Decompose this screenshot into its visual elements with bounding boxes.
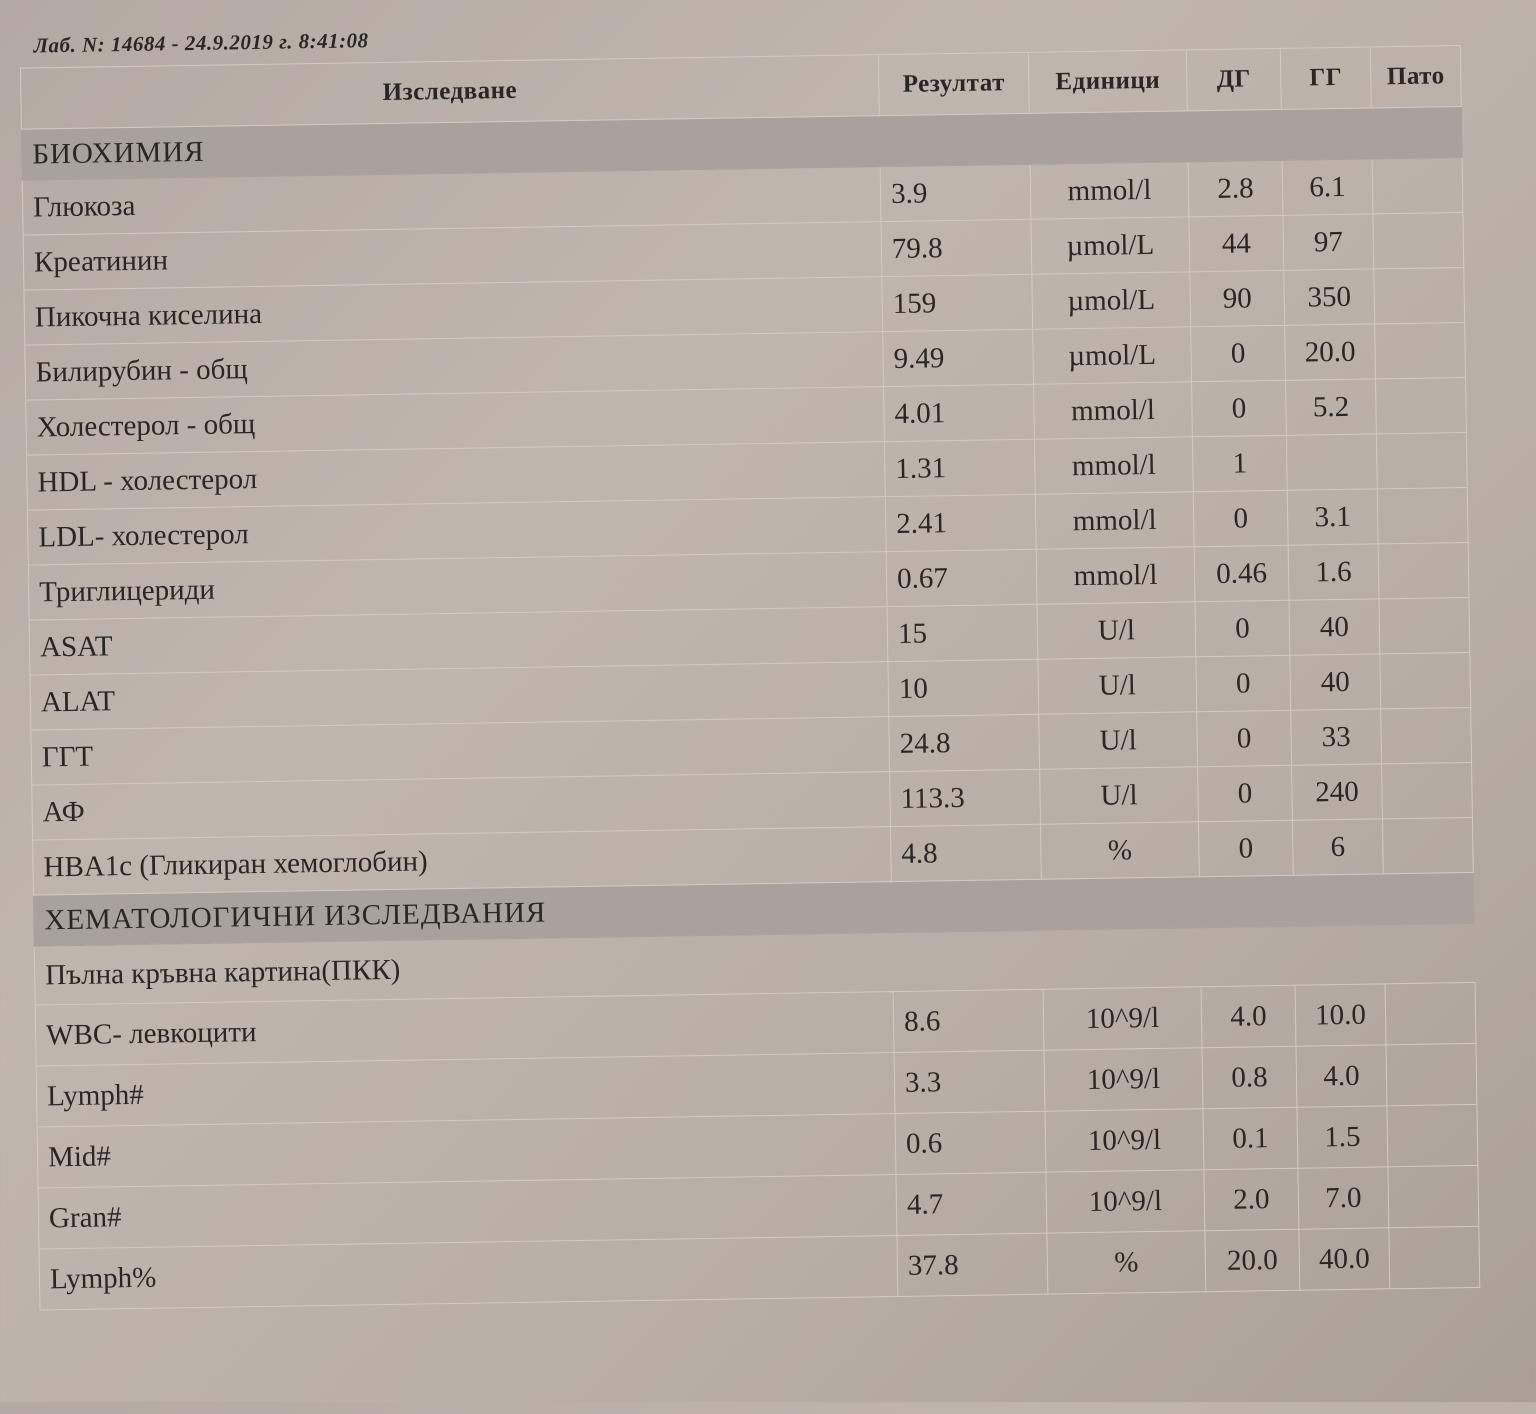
- unit-value: 10^9/l: [1046, 1170, 1205, 1233]
- patho-flag: [1380, 652, 1471, 708]
- unit-value: µmol/L: [1033, 327, 1192, 384]
- patho-flag: [1377, 487, 1468, 543]
- lower-limit: 2.8: [1188, 160, 1283, 216]
- test-name: Креатинин: [23, 222, 882, 290]
- test-name: Глюкоза: [22, 167, 881, 235]
- lower-limit: 0.1: [1203, 1107, 1298, 1169]
- section-title: БИОХИМИЯ: [21, 107, 1462, 181]
- lower-limit: 0: [1191, 325, 1286, 381]
- test-name: LDL- холестерол: [27, 497, 886, 565]
- lower-limit: 0: [1192, 380, 1287, 436]
- test-name: Lymph%: [39, 1236, 898, 1310]
- upper-limit: 4.0: [1296, 1045, 1387, 1107]
- patho-flag: [1382, 762, 1473, 818]
- unit-value: U/l: [1039, 712, 1198, 769]
- result-value: 0.6: [895, 1111, 1046, 1174]
- result-value: 24.8: [889, 714, 1040, 771]
- test-name: Gran#: [38, 1175, 897, 1249]
- upper-limit: 40.0: [1299, 1228, 1390, 1290]
- lower-limit: 0.8: [1202, 1046, 1297, 1108]
- result-value: 2.41: [885, 494, 1036, 551]
- table-body: [21, 107, 1479, 1310]
- upper-limit: 97: [1283, 214, 1374, 270]
- result-value: 79.8: [881, 219, 1032, 276]
- patho-flag: [1379, 597, 1470, 653]
- lower-limit: 4.0: [1201, 985, 1296, 1047]
- unit-value: %: [1040, 822, 1199, 879]
- upper-limit: 1.5: [1297, 1106, 1388, 1168]
- lower-limit: 0: [1196, 655, 1291, 711]
- patho-flag: [1374, 268, 1465, 324]
- result-value: 0.67: [886, 549, 1037, 606]
- upper-limit: 6: [1292, 819, 1383, 875]
- patho-flag: [1376, 432, 1467, 488]
- patho-flag: [1376, 378, 1467, 434]
- lower-limit: 0: [1195, 600, 1290, 656]
- patho-flag: [1389, 1226, 1480, 1288]
- upper-limit: 6.1: [1282, 159, 1373, 215]
- lower-limit: 0: [1197, 710, 1292, 766]
- unit-value: mmol/l: [1030, 162, 1189, 219]
- test-name: АФ: [32, 772, 891, 840]
- lower-limit: 90: [1190, 270, 1285, 326]
- test-name: Триглицериди: [28, 552, 887, 620]
- test-name: HDL - холестерол: [27, 442, 886, 510]
- header-units: Единици: [1028, 50, 1187, 113]
- test-name: ALAT: [30, 662, 889, 730]
- lab-number-date: Лаб. N: 14684 - 24.9.2019 г. 8:41:08: [33, 28, 369, 58]
- result-value: 3.9: [880, 164, 1031, 221]
- unit-value: mmol/l: [1035, 492, 1194, 549]
- unit-value: mmol/l: [1036, 547, 1195, 604]
- patho-flag: [1375, 323, 1466, 379]
- upper-limit: 40: [1289, 599, 1380, 655]
- unit-value: mmol/l: [1034, 437, 1193, 494]
- patho-flag: [1388, 1165, 1479, 1227]
- lower-limit: 1: [1192, 435, 1287, 491]
- patho-flag: [1373, 213, 1464, 269]
- lower-limit: 0.46: [1194, 545, 1289, 601]
- unit-value: U/l: [1037, 602, 1196, 659]
- upper-limit: 3.1: [1287, 489, 1378, 545]
- unit-value: µmol/L: [1031, 217, 1190, 274]
- unit-value: 10^9/l: [1043, 987, 1202, 1050]
- upper-limit: 33: [1291, 709, 1382, 765]
- upper-limit: 7.0: [1298, 1167, 1389, 1229]
- result-value: 4.01: [884, 384, 1035, 441]
- unit-value: 10^9/l: [1045, 1109, 1204, 1172]
- unit-value: U/l: [1038, 657, 1197, 714]
- upper-limit: 350: [1284, 269, 1375, 325]
- section-title: ХЕМАТОЛОГИЧНИ ИЗСЛЕДВАНИЯ: [33, 872, 1474, 946]
- patho-flag: [1372, 158, 1463, 214]
- upper-limit: 5.2: [1286, 379, 1377, 435]
- patho-flag: [1378, 542, 1469, 598]
- result-value: 1.31: [884, 439, 1035, 496]
- test-name: HBA1c (Гликиран хемоглобин): [33, 827, 892, 895]
- test-name: Пикочна киселина: [24, 277, 883, 345]
- header-upper-limit: ГГ: [1280, 47, 1371, 109]
- test-name: Mid#: [37, 1114, 896, 1188]
- header-test: Изследване: [20, 55, 879, 129]
- result-value: 113.3: [890, 769, 1041, 826]
- result-value: 159: [882, 274, 1033, 331]
- patho-flag: [1385, 982, 1476, 1044]
- result-value: 9.49: [883, 329, 1034, 386]
- lower-limit: 0: [1198, 820, 1293, 876]
- subheading-label: Пълна кръвна картина(ПКК): [34, 923, 1475, 1005]
- unit-value: 10^9/l: [1044, 1048, 1203, 1111]
- lower-limit: 0: [1198, 765, 1293, 821]
- unit-value: %: [1047, 1231, 1206, 1294]
- test-name: Lymph#: [36, 1053, 895, 1127]
- upper-limit: 40: [1290, 654, 1381, 710]
- unit-value: mmol/l: [1034, 382, 1193, 439]
- patho-flag: [1386, 1043, 1477, 1105]
- result-value: 10: [888, 659, 1039, 716]
- upper-limit: 240: [1292, 764, 1383, 820]
- unit-value: µmol/L: [1032, 272, 1191, 329]
- lower-limit: 0: [1193, 490, 1288, 546]
- header-patho: Пато: [1370, 46, 1461, 108]
- header-lower-limit: ДГ: [1186, 48, 1281, 110]
- patho-flag: [1382, 817, 1473, 873]
- result-value: 4.8: [890, 824, 1041, 881]
- test-name: WBC- левкоцити: [35, 992, 894, 1066]
- lower-limit: 44: [1189, 215, 1284, 271]
- upper-limit: [1286, 434, 1377, 490]
- upper-limit: 20.0: [1285, 324, 1376, 380]
- test-name: Билирубин - общ: [25, 332, 884, 400]
- results-table: [20, 45, 1480, 1310]
- test-name: Холестерол - общ: [26, 387, 885, 455]
- result-value: 37.8: [897, 1233, 1048, 1296]
- test-name: ASAT: [29, 607, 888, 675]
- patho-flag: [1381, 707, 1472, 763]
- result-value: 4.7: [896, 1172, 1047, 1235]
- lower-limit: 2.0: [1204, 1168, 1299, 1230]
- upper-limit: 1.6: [1288, 544, 1379, 600]
- result-value: 15: [887, 604, 1038, 661]
- upper-limit: 10.0: [1295, 984, 1386, 1046]
- patho-flag: [1387, 1104, 1478, 1166]
- result-value: 3.3: [894, 1050, 1045, 1113]
- header-result: Резултат: [878, 52, 1029, 115]
- result-value: 8.6: [893, 989, 1044, 1052]
- lower-limit: 20.0: [1205, 1229, 1300, 1291]
- unit-value: U/l: [1040, 767, 1199, 824]
- test-name: ГГТ: [31, 717, 890, 785]
